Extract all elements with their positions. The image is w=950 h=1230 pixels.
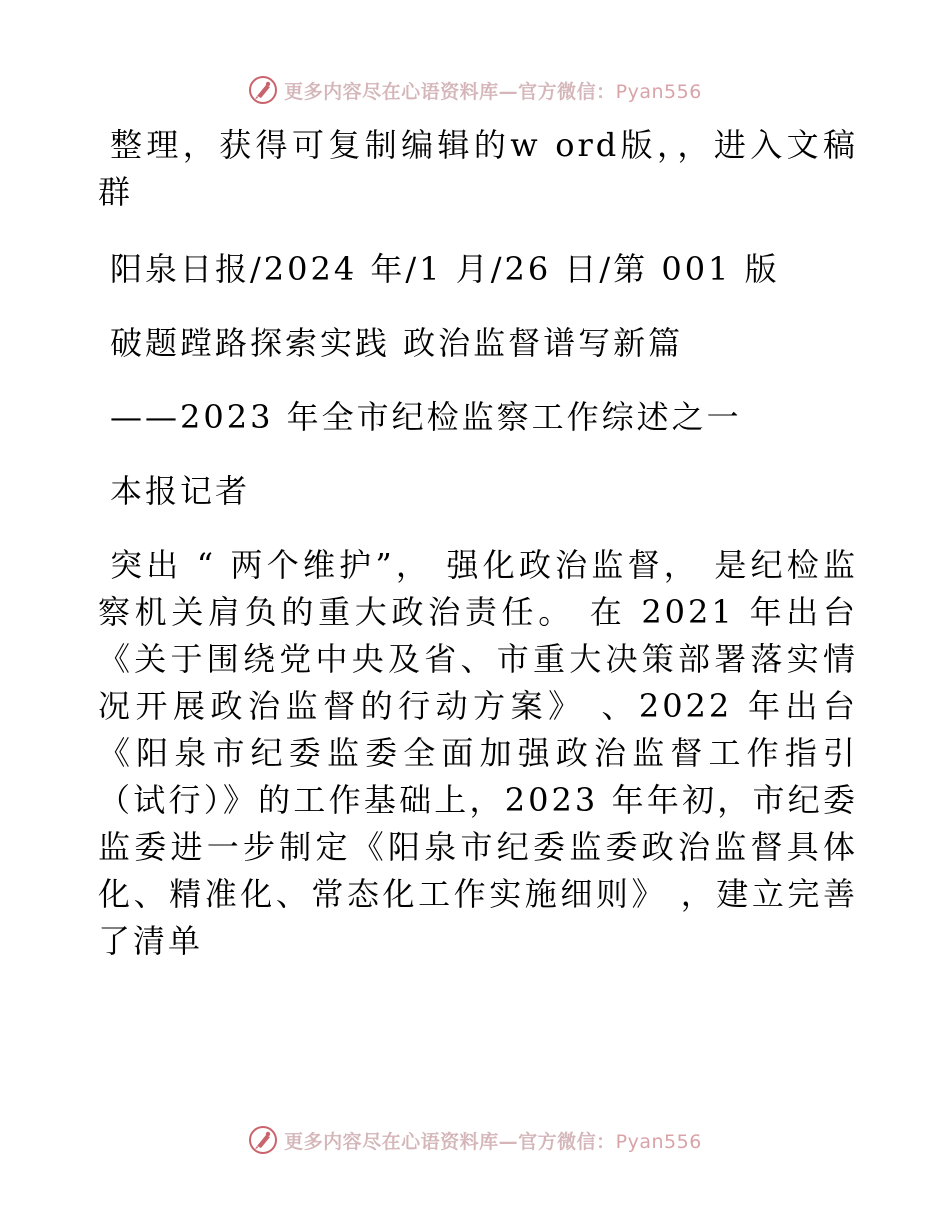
watermark-text [284,1127,702,1154]
body-paragraph: 突出 “ 两个维护”， 强化政治监督， 是纪检监察机关肩负的重大政治责任。 在 2021 年出台《关于围绕党中央及省、市重大决策部署落实情况开展政治监督的行动方案》 、2022 年出台《阳泉市纪委监委全面加强政治监督工作指引（试行）》的工作基础上，2023 年年初，市纪委监委进一步制定《阳泉市纪委监委政治监督具体化、精准化、常态化工作实施细则》 ，建立完善了清单 [98,546,858,960]
watermark-text [284,77,702,104]
watermark-group [248,75,702,105]
byline: 本报记者 [110,472,251,510]
watermark-label: 更多内容尽在心语资料库—官方微信： [284,80,616,103]
intro-paragraph: 整理，获得可复制编辑的w ord版，，进入文稿群 [98,126,858,211]
watermark-group [248,1125,702,1155]
source-line: 阳泉日报/2024 年/1 月/26 日/第 001 版 [110,250,780,288]
headline: 破题蹚路探索实践 政治监督谱写新篇 [110,324,684,362]
watermark-label: 更多内容尽在心语资料库—官方微信： [284,1130,616,1153]
watermark-wechat-id: Pyan556 [615,80,702,103]
footer-watermark [0,1120,950,1160]
header-watermark [0,70,950,110]
pen-nib-logo-icon [248,1125,278,1155]
pen-nib-logo-icon [248,75,278,105]
document-body [98,122,858,965]
subheadline: ——2023 年全市纪检监察工作综述之一 [110,398,742,436]
watermark-wechat-id: Pyan556 [615,1130,702,1153]
